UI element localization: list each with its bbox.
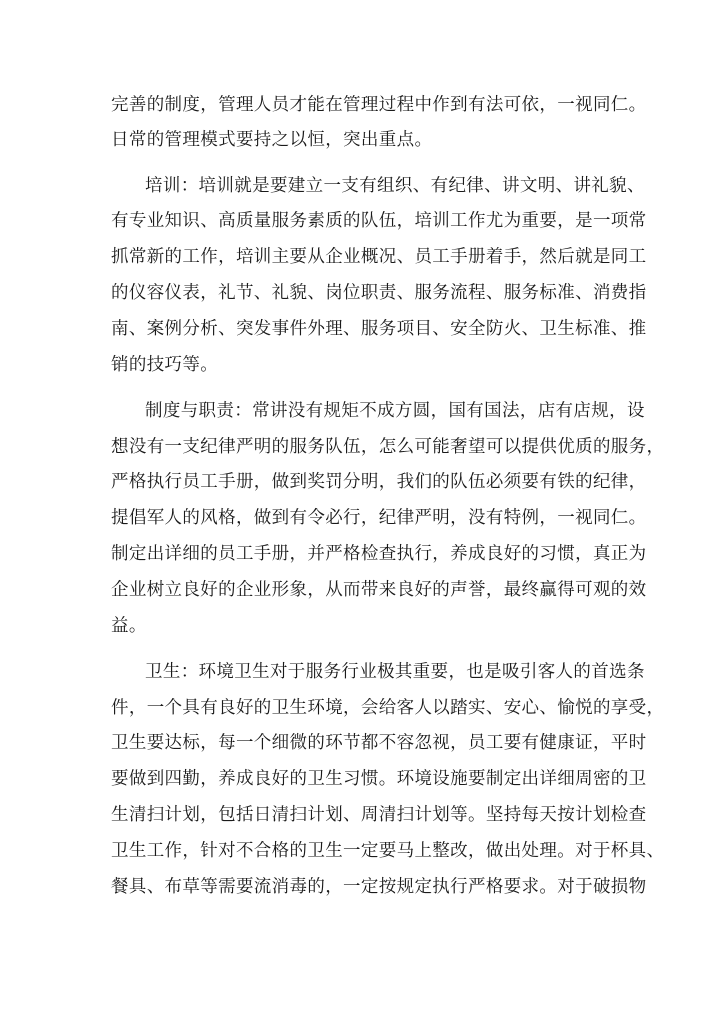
paragraph-rules-line-1: 制度与职责：常讲没有规矩不成方圆，国有国法，店有店规，设 [145,401,645,421]
paragraph-training-line-2: 有专业知识、高质量服务素质的队伍，培训工作尤为重要，是一项常 [111,211,647,231]
paragraph-training-line-6: 销的技巧等。 [111,355,219,375]
paragraph-hygiene-line-7: 餐具、布草等需要流消毒的，一定按规定执行严格要求。对于破损物 [111,877,647,897]
paragraph-rules-line-4: 提倡军人的风格，做到有令必行，纪律严明，没有特例，一视同仁。 [111,508,647,528]
paragraph-rules-line-2: 想没有一支纪律严明的服务队伍，怎么可能奢望可以提供优质的服务， [111,437,665,457]
paragraph-hygiene-line-6: 卫生工作，针对不合格的卫生一定要马上整改，做出处理。对于杯具、 [111,841,665,861]
paragraph-hygiene-line-5: 生清扫计划，包括日清扫计划、周清扫计划等。坚持每天按计划检查 [111,805,647,825]
paragraph-1-line-2: 日常的管理模式要持之以恒，突出重点。 [111,130,433,150]
paragraph-rules-line-7: 益。 [111,616,147,636]
paragraph-rules-line-3: 严格执行员工手册，做到奖罚分明，我们的队伍必须要有铁的纪律， [111,472,647,492]
paragraph-training-line-4: 的仪容仪表，礼节、礼貌、岗位职责、服务流程、服务标准、消费指 [111,283,647,303]
paragraph-1-line-1: 完善的制度，管理人员才能在管理过程中作到有法可依，一视同仁。 [111,95,647,115]
paragraph-hygiene-line-1: 卫生：环境卫生对于服务行业极其重要，也是吸引客人的首选条 [145,662,645,682]
paragraph-hygiene-line-4: 要做到四勤，养成良好的卫生习惯。环境设施要制定出详细周密的卫 [111,769,647,789]
paragraph-training-line-3: 抓常新的工作，培训主要从企业概况、员工手册着手，然后就是同工 [111,247,647,267]
paragraph-hygiene-line-3: 卫生要达标，每一个细微的环节都不容忽视，员工要有健康证，平时 [111,733,647,753]
paragraph-training-line-1: 培训：培训就是要建立一支有组织、有纪律、讲文明、讲礼貌、 [145,176,645,196]
paragraph-rules-line-6: 企业树立良好的企业形象，从而带来良好的声誉，最终赢得可观的效 [111,580,647,600]
paragraph-training-line-5: 南、案例分析、突发事件外理、服务项目、安全防火、卫生标准、推 [111,319,647,339]
paragraph-rules-line-5: 制定出详细的员工手册，并严格检查执行，养成良好的习惯，真正为 [111,544,647,564]
paragraph-hygiene-line-2: 件，一个具有良好的卫生环境，会给客人以踏实、安心、愉悦的享受， [111,698,665,718]
